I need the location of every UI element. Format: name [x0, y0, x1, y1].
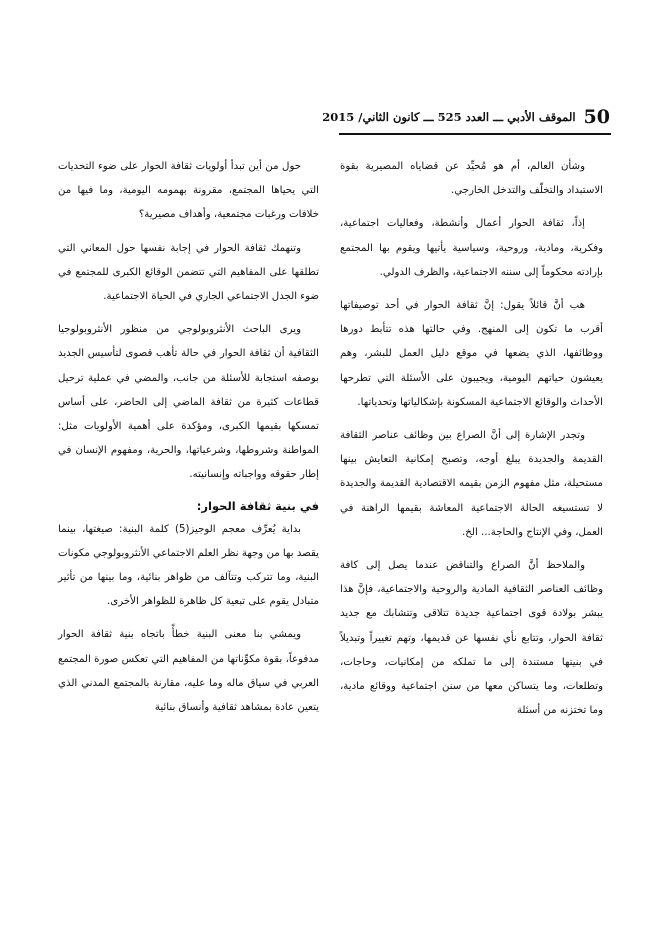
- paragraph: بداية يُعرِّف معجم الوجيز(5) كلمة البنية: صيغتها، بينما يقصد بها من وجهة نظر العلم الاجتماعي الأنثروبولوجي مكونات البنية، وما تتركب وتتآلف من ظواهر بنائية، وما بينها من تأثير متبادل يقوم على تبعية كل ظاهرة للظواهر الأخرى.: [58, 523, 319, 608]
- page-number: 50: [583, 106, 610, 128]
- paragraph: وتنهمك ثقافة الحوار في إجابة نفسها حول المعاني التي تطلقها على المفاهيم التي تتضمن الوقائع الكبرى للمجتمع في ضوء الجدل الاجتماعي الجاري في الحياة الاجتماعية.: [58, 242, 319, 303]
- running-title: الموقف الأدبي ـــ العدد 525 ـــ كانون الثاني/ 2015: [322, 110, 576, 124]
- paragraph: وتجدر الإشارة إلى أنَّ الصراع بين وظائف عناصر الثقافة القديمة والجديدة يبلغ أوجه، وتصبح إمكانية التعايش بينها مستحيلة، مثل مفهوم الزمن بقيمه الاقتصادية القديمة والجديدة لا تستسيغه الحالة الاجتماعية المعاشة بقيمها الراهنة في العمل، وفي الإنتاج والحاجة... الخ.: [340, 430, 603, 538]
- paragraph: ويرى الباحث الأنثروبولوجي من منظور الأنثروبولوجيا الثقافية أن ثقافة الحوار في حالة تأهب قصوى لتأسيس الجديد بوصفه استجابة للأسئلة من جانب، والمضي في عملية ترحيل قطاعات كثيرة من ثقافة الماضي إلى الحاضر، على أساس تمسكها بقيمها الكبرى، ومؤكدة على أهمية الأولويات مثل: المواطنة وشروطها، وشرعياتها، والحرية، ومفهوم الإنسان في إطار حقوقه وواجباته وإنسانيته.: [58, 324, 319, 481]
- left-column: [58, 155, 319, 720]
- section-heading: في بنية ثقافة الحوار:: [196, 498, 319, 513]
- paragraph: وشأن العالم، أم هو مُحيِّد عن قضاياه المصيرية بقوة الاستبداد والتخلّف والتدخل الخارجي.: [340, 161, 603, 197]
- paragraph: حول من أين تبدأ أولويات ثقافة الحوار على ضوء التحديات التي يحياها المجتمع، مقرونة بهمومه اليومية، وما فيها من خلافات ورغبات مجتمعية، وأهداف مصيرية؟: [58, 161, 319, 221]
- paragraph: والملاحظ أنَّ الصراع والتناقض عندما يصل إلى كافة وظائف العناصر الثقافية المادية والروحية والاجتماعية، فإنَّ هذا يبشر بولادة قوى اجتماعية جديدة تتلاقى وتتشابك مع جديد ثقافة الحوار، وتتابع نأي نفسها عن قديمها، وتهم تغييراً وتبديلاً في بنيتها مستندة إلى ما تملكه من إمكانيات، وحاجات، وتطلعات، وما يتساكن معها من سنن اجتماعية ووقائع مادية، وما تختزنه من أسئلة: [340, 560, 603, 717]
- paragraph: إذاً، ثقافة الحوار أعمال وأنشطة، وفعاليات اجتماعية، وفكرية، ومادية، وروحية، وسياسية يأتيها ويقوم بها المجتمع بإرادته محكوماً إلى سننه الاجتماعية، والظرف الدولي.: [340, 218, 603, 278]
- paragraph: هب أنَّ قائلاً يقول: إنَّ ثقافة الحوار في أحد توصيفاتها أقرب ما تكون إلى المنهج. وفي حالتها هذه تتأبط دورها ووظائفها، الذي يضعها في موقع دليل العمل للبشر، وهم يعيشون حياتهم اليومية، ويجيبون على الأسئلة التي تطرحها الأحداث والوقائع الاجتماعية المسكونة بإشكالياتها وتحدياتها.: [340, 300, 603, 408]
- right-column: [340, 155, 603, 723]
- header-rule: [339, 133, 611, 135]
- page-header: [322, 104, 610, 130]
- paragraph: ويمشي بنا معنى البنية خطأً باتجاه بنية ثقافة الحوار مدفوعاً، بقوة مكوِّناتها من المفاهيم التي تعكس صورة المجتمع العربي في سياق ماله وما عليه، مقارنة بالمجتمع المدني الذي يتعين عادة بمشاهد ثقافية وأنساق بنائية: [58, 629, 319, 714]
